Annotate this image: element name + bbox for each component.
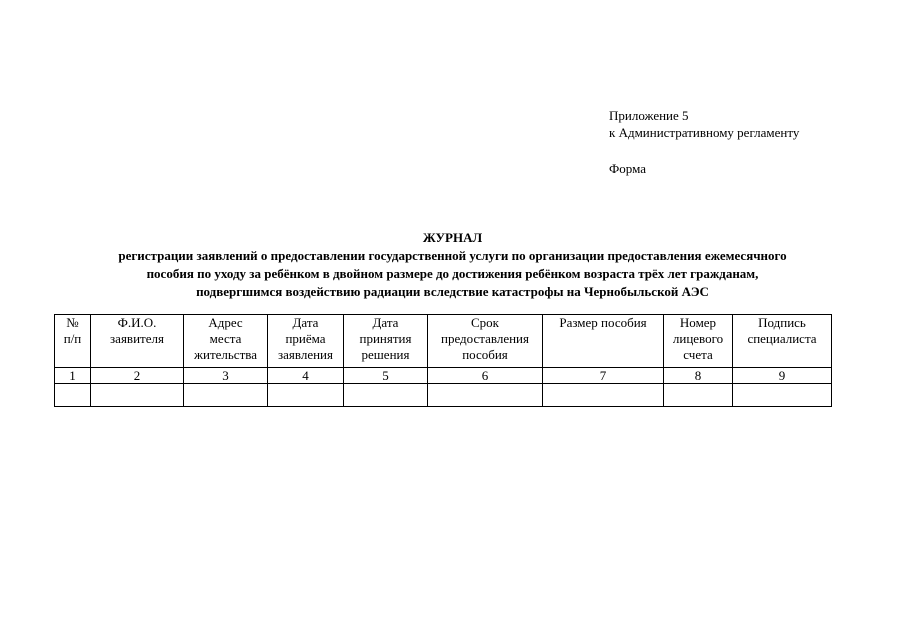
- header-cell-number: № п/п: [55, 315, 91, 368]
- column-number-cell: 9: [733, 368, 832, 384]
- column-number-cell: 8: [664, 368, 733, 384]
- empty-cell: [344, 384, 428, 407]
- column-number-cell: 3: [184, 368, 268, 384]
- empty-cell: [733, 384, 832, 407]
- column-number-cell: 5: [344, 368, 428, 384]
- column-number-cell: 4: [268, 368, 344, 384]
- title-heading: ЖУРНАЛ: [422, 230, 483, 245]
- header-cell-account-number: Номер лицевого счета: [664, 315, 733, 368]
- empty-cell: [543, 384, 664, 407]
- header-cell-specialist-signature: Подпись специалиста: [733, 315, 832, 368]
- empty-cell: [428, 384, 543, 407]
- column-number-row: [55, 368, 832, 384]
- header-cell-benefit-term: Срок предоставления пособия: [428, 315, 543, 368]
- empty-entry-row: [55, 384, 832, 407]
- title-line-3: подвергшимся воздействию радиации вследствие катастрофы на Чернобыльской АЭС: [196, 284, 709, 299]
- empty-cell: [184, 384, 268, 407]
- column-number-cell: 2: [91, 368, 184, 384]
- journal-table: [54, 314, 832, 407]
- header-cell-application-date: Дата приёма заявления: [268, 315, 344, 368]
- appendix-number: Приложение 5: [609, 108, 689, 123]
- title-line-1: регистрации заявлений о предоставлении государственной услуги по организации предоставления ежемесячного: [118, 248, 787, 263]
- form-label: Форма: [609, 161, 646, 176]
- header-cell-decision-date: Дата принятия решения: [344, 315, 428, 368]
- appendix-reference: к Административному регламенту: [609, 125, 800, 140]
- empty-cell: [268, 384, 344, 407]
- title-line-2: пособия по уходу за ребёнком в двойном размере до достижения ребёнком возраста трёх лет гражданам,: [146, 266, 759, 281]
- empty-cell: [55, 384, 91, 407]
- empty-cell: [664, 384, 733, 407]
- header-row: [55, 315, 832, 368]
- document-title: [50, 229, 855, 301]
- column-number-cell: 1: [55, 368, 91, 384]
- empty-cell: [91, 384, 184, 407]
- column-number-cell: 6: [428, 368, 543, 384]
- appendix-note: [609, 107, 799, 141]
- header-cell-benefit-amount: Размер пособия: [543, 315, 664, 368]
- column-number-cell: 7: [543, 368, 664, 384]
- header-cell-residence-address: Адрес места жительства: [184, 315, 268, 368]
- header-cell-applicant-name: Ф.И.О. заявителя: [91, 315, 184, 368]
